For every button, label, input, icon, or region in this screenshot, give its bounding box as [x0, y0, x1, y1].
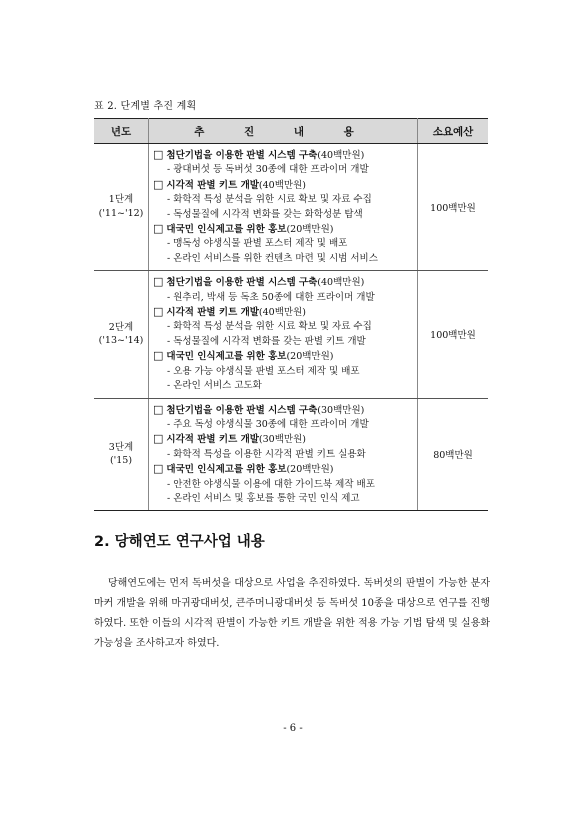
- group-heading: [153, 275, 417, 290]
- group-title: 대국민 인식제고를 위한 홍보: [166, 464, 287, 476]
- group-heading: [153, 462, 417, 477]
- sub-item: - 원추리, 박새 등 독초 50종에 대한 프라이머 개발: [167, 291, 375, 303]
- group-amount: (40백만원): [317, 150, 365, 161]
- sub-item: - 독성물질에 시각적 변화를 갖는 판별 키트 개발: [167, 335, 366, 347]
- table-row: [94, 144, 488, 271]
- group-title: 첨단기법을 이용한 판별 시스템 구축: [166, 404, 318, 416]
- stage-cell: [94, 144, 149, 271]
- sub-item: - 광대버섯 등 독버섯 30종에 대한 프라이머 개발: [167, 164, 369, 176]
- budget-cell: 80백만원: [418, 398, 489, 511]
- plan-table: [94, 118, 488, 511]
- group-heading: [153, 148, 417, 163]
- group-heading: [153, 178, 417, 193]
- content-cell: [149, 398, 418, 511]
- checkbox-icon: □: [153, 402, 164, 416]
- stage-cell: [94, 271, 149, 398]
- checkbox-icon: □: [153, 275, 164, 289]
- budget-cell: 100백만원: [418, 144, 489, 271]
- sub-item: - 독성물질에 시각적 변화를 갖는 화학성분 탐색: [167, 208, 363, 220]
- header-year: 년도: [94, 119, 149, 144]
- sub-item: - 주요 독성 야생식물 30종에 대한 프라이머 개발: [167, 418, 369, 430]
- group-title: 첨단기법을 이용한 판별 시스템 구축: [166, 277, 318, 289]
- checkbox-icon: □: [153, 462, 164, 476]
- group-amount: (30백만원): [317, 404, 365, 416]
- group-title: 첨단기법을 이용한 판별 시스템 구축: [166, 150, 318, 161]
- page-number: - 6 -: [283, 723, 303, 734]
- stage-label: 1단계: [108, 194, 134, 206]
- section-title: 2. 당해연도 연구사업 내용: [94, 534, 265, 550]
- group-heading: [153, 222, 417, 237]
- stage-label: 2단계: [108, 321, 134, 333]
- group-title: 대국민 인식제고를 위한 홍보: [166, 224, 287, 236]
- group-title: 시각적 판별 키트 개발: [166, 307, 259, 319]
- content-cell: [149, 144, 418, 271]
- group-amount: (20백만원): [286, 224, 334, 236]
- group-amount: (40백만원): [258, 179, 306, 191]
- header-budget: 소요예산: [418, 119, 489, 144]
- sub-item: - 오용 가능 야생식물 판별 포스터 제작 및 배포: [167, 365, 360, 377]
- group-amount: (40백만원): [317, 277, 365, 289]
- stage-label: 3단계: [108, 441, 134, 453]
- stage-period: ('15): [109, 455, 133, 467]
- checkbox-icon: □: [153, 349, 164, 363]
- sub-item: - 온라인 서비스 고도화: [167, 380, 262, 392]
- checkbox-icon: □: [153, 432, 164, 446]
- sub-item: - 화학적 특성을 이용한 시각적 판별 키트 실용화: [167, 448, 366, 460]
- stage-period: ('11~'12): [98, 208, 144, 220]
- sub-item: - 안전한 야생식물 이용에 대한 가이드북 제작 배포: [167, 478, 375, 490]
- group-heading: [153, 305, 417, 320]
- table-row: [94, 271, 488, 398]
- group-title: 시각적 판별 키트 개발: [166, 434, 259, 446]
- content-cell: [149, 271, 418, 398]
- budget-cell: 100백만원: [418, 271, 489, 398]
- group-title: 대국민 인식제고를 위한 홍보: [166, 351, 287, 363]
- sub-item: - 맹독성 야생식물 판별 포스터 제작 및 배포: [167, 238, 348, 250]
- group-amount: (40백만원): [258, 307, 306, 319]
- checkbox-icon: □: [153, 305, 164, 319]
- sub-item: - 온라인 서비스를 위한 컨텐츠 마련 및 시범 서비스: [167, 252, 378, 264]
- sub-item: - 화학적 특성 분석을 위한 시료 확보 및 자료 수집: [167, 321, 372, 333]
- stage-period: ('13~'14): [98, 335, 144, 347]
- group-heading: [153, 403, 417, 418]
- header-content: 추 진 내 용: [149, 119, 418, 144]
- checkbox-icon: □: [153, 177, 164, 191]
- group-amount: (20백만원): [286, 351, 334, 363]
- group-heading: [153, 432, 417, 447]
- sub-item: - 온라인 서비스 및 홍보를 통한 국민 인식 제고: [167, 492, 360, 504]
- stage-cell: [94, 398, 149, 511]
- checkbox-icon: □: [153, 148, 164, 161]
- group-title: 시각적 판별 키트 개발: [166, 179, 259, 191]
- group-amount: (30백만원): [258, 434, 306, 446]
- group-heading: [153, 349, 417, 364]
- checkbox-icon: □: [153, 222, 164, 236]
- table-row: [94, 398, 488, 511]
- sub-item: - 화학적 특성 분석을 위한 시료 확보 및 자료 수집: [167, 194, 372, 206]
- body-paragraph: 당해연도에는 먼저 독버섯을 대상으로 사업을 추진하였다. 독버섯의 판별이 가능한 분자마커 개발을 위해 마귀광대버섯, 큰주머니광대버섯 등 독버섯 10종을 대상으로 연구를 진행하였다. 또한 이들의 시각적 판별이 가능한 키트 개발을 위한 적용 가능 기법 탐색 및 실용화 가능성을 조사하고자 하였다.: [94, 578, 490, 649]
- group-amount: (20백만원): [286, 464, 334, 476]
- table-header-row: [94, 119, 488, 144]
- table-caption: 표 2. 단계별 추진 계획: [94, 101, 197, 112]
